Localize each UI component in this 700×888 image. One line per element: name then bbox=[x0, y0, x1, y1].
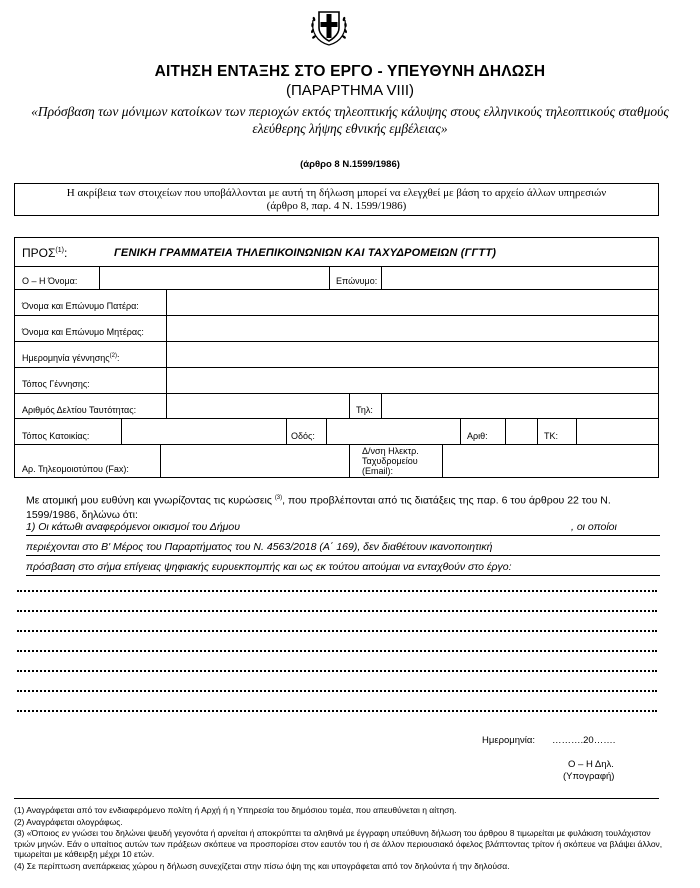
footnotes bbox=[14, 805, 664, 872]
declaration-line-3: πρόσβαση στο σήμα επίγειας ψηφιακής ευρυεκπομπής και ως εκ τούτου αιτούμαι να ενταχθούν στο έργο: bbox=[26, 561, 512, 573]
footnote-2: (2) Αναγράφεται ολογράφως. bbox=[14, 816, 123, 827]
declaration-line-1-end: , οι οποίοι bbox=[571, 521, 617, 533]
underline-3 bbox=[26, 575, 660, 576]
fax-label: Αρ. Τηλεομοιοτύπου (Fax): bbox=[22, 464, 129, 474]
father-name-label: Όνομα και Επώνυμο Πατέρα: bbox=[22, 301, 139, 311]
underline-1 bbox=[26, 535, 660, 536]
declarant-label: Ο – Η Δηλ. bbox=[568, 759, 614, 770]
blank-line-1 bbox=[17, 590, 657, 592]
footnote-1: (1) Αναγράφεται από τον ενδιαφερόμενο πολίτη ή Αρχή ή η Υπηρεσία του δημόσιου τομέα, που απευθύνεται η αίτηση. bbox=[14, 805, 457, 815]
document-title: ΑΙΤΗΣΗ ΕΝΤΑΞΗΣ ΣΤΟ ΕΡΓΟ - ΥΠΕΥΘΥΝΗ ΔΗΛΩΣΗ bbox=[154, 63, 546, 80]
id-card-label: Αριθμός Δελτίου Ταυτότητας: bbox=[22, 405, 137, 415]
to-label: ΠΡΟΣ$^{(1)}$: bbox=[22, 246, 68, 260]
blank-line-3 bbox=[17, 630, 657, 632]
declaration-intro: Με ατομική μου ευθύνη και γνωρίζοντας τις κυρώσεις $^{(3)}$, που προβλέπονται από τις διατάξεις της παρ. 6 του άρθρου 22 του Ν. 1599/1986, δηλώνω ότι: bbox=[26, 494, 611, 521]
signature-label: (Υπογραφή) bbox=[563, 771, 615, 782]
annex-label: (ΠΑΡΑΡΤΗΜΑ VIII) bbox=[285, 82, 415, 99]
notice-line-1: Η ακρίβεια των στοιχείων που υποβάλλονται με αυτή τη δήλωση μπορεί να ελεγχθεί με βάση το αρχείο άλλων υπηρεσιών bbox=[66, 187, 607, 199]
project-subtitle: «Πρόσβαση των μόνιμων κατοίκων των περιοχών εκτός τηλεοπτικής κάλυψης στους ελληνικούς τηλεοπτικούς σταθμούς ελεύθερης λήψης εθνικής εμβέλειας» bbox=[31, 104, 669, 136]
phone-label: Τηλ: bbox=[356, 405, 373, 415]
footnote-3: (3) «Όποιος εν γνώσει του δηλώνει ψευδή γεγονότα ή αρνείται ή αποκρύπτει τα αληθινά με έγγραφη υπεύθυνη δήλωση του άρθρου 8 τιμωρείται με φυλάκιση τουλάχιστον τριών μηνών. Εάν ο υπαίτιος αυτών των πράξεων σκόπευε να προσπορίσει στον εαυτόν του ή σε άλλον περιουσιακό όφελος βλάπτοντας τρίτον ή σκόπευε να βλάψει άλλον, τιμωρείται με κάθειρξη μέχρι 10 ετών. bbox=[14, 828, 663, 859]
date-label: Ημερομηνία: bbox=[482, 735, 536, 746]
street-label: Οδός: bbox=[291, 431, 315, 441]
accuracy-notice bbox=[14, 183, 659, 216]
email-label: Δ/νση Ηλεκτρ. Ταχυδρομείου (Email): bbox=[362, 446, 419, 476]
name-label: Ο – Η Όνομα: bbox=[22, 276, 78, 286]
blank-line-7 bbox=[17, 710, 657, 712]
blank-line-6 bbox=[17, 690, 657, 692]
blank-line-4 bbox=[17, 650, 657, 652]
hellenic-emblem-icon bbox=[308, 4, 350, 48]
law-article: (άρθρο 8 Ν.1599/1986) bbox=[300, 159, 400, 170]
blank-line-5 bbox=[17, 670, 657, 672]
footnote-4: (4) Σε περίπτωση ανεπάρκειας χώρου η δήλωση συνεχίζεται στην πίσω όψη της και υπογράφεται από τον δηλούντα ή την δηλούσα. bbox=[14, 860, 510, 871]
declaration-line-2: περιέχονται στο Β' Μέρος του Παραρτήματος του Ν. 4563/2018 (Α΄ 169), δεν διαθέτουν ικανοποιητική bbox=[26, 541, 493, 553]
street-number-label: Αριθ: bbox=[467, 431, 488, 441]
postal-code-label: ΤΚ: bbox=[544, 431, 559, 441]
mother-name-label: Όνομα και Επώνυμο Μητέρας: bbox=[22, 327, 144, 337]
footnote-divider bbox=[14, 798, 659, 799]
underline-2 bbox=[26, 555, 660, 556]
declaration-line-1: 1) Οι κάτωθι αναφερόμενοι οικισμοί του Δήμου bbox=[26, 521, 241, 533]
residence-label: Τόπος Κατοικίας: bbox=[22, 431, 90, 441]
surname-label: Επώνυμο: bbox=[336, 276, 378, 286]
birthdate-label: Ημερομηνία γέννησης$^{(2)}$: bbox=[22, 353, 120, 363]
declarant-details-form bbox=[14, 237, 659, 478]
blank-line-2 bbox=[17, 610, 657, 612]
notice-line-2: (άρθρο 8, παρ. 4 Ν. 1599/1986) bbox=[266, 200, 407, 212]
birthplace-label: Τόπος Γέννησης: bbox=[22, 379, 90, 389]
date-placeholder: ……….20……. bbox=[552, 735, 616, 746]
recipient-authority: ΓΕΝΙΚΗ ΓΡΑΜΜΑΤΕΙΑ ΤΗΛΕΠΙΚΟΙΝΩΝΙΩΝ ΚΑΙ ΤΑΧΥΔΡΟΜΕΙΩΝ (ΓΓΤΤ) bbox=[114, 247, 497, 259]
